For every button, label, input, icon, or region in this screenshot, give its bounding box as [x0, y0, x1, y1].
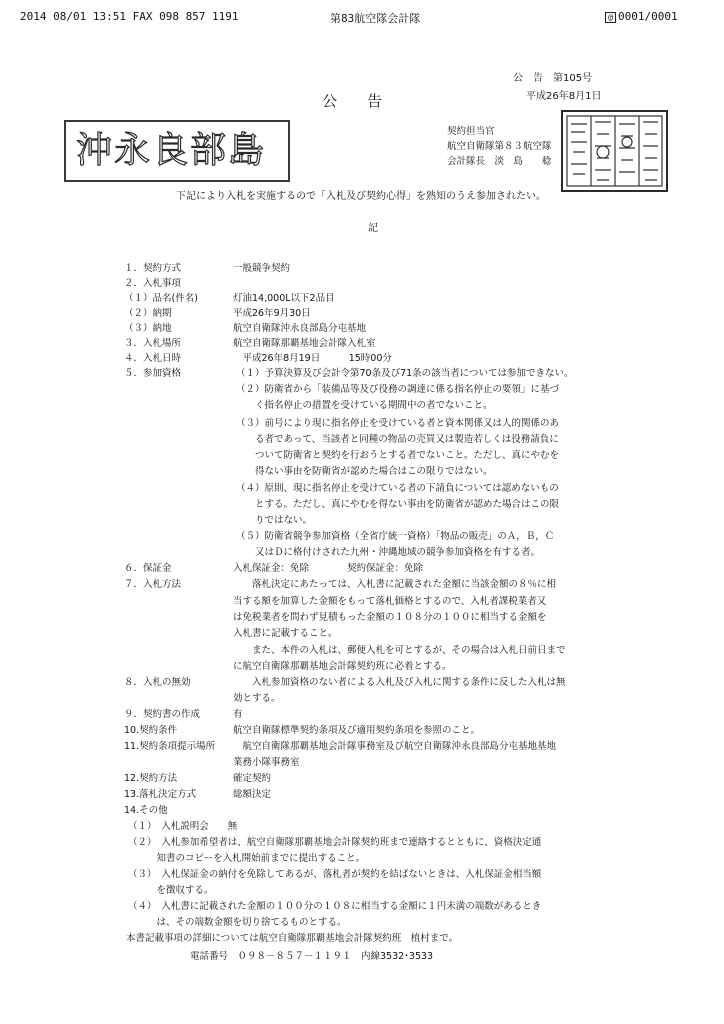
- item-7-line: 落札決定にあたっては、入札書に記載された金額に当該金額の８％に相: [233, 579, 557, 590]
- item-11-line: 業務小隊事務室: [233, 757, 300, 768]
- item-7-line: 当する額を加算した金額をもって落札価格とするので、入札者課税業者又: [233, 596, 547, 607]
- page-title: 公 告: [322, 92, 383, 110]
- item-8-line: 効とする。: [233, 693, 281, 704]
- item-12-value: 確定契約: [233, 773, 272, 784]
- item-1-label: １．契約方式: [124, 263, 182, 274]
- issuer-line3: 会計隊長 淡 島 稔: [447, 156, 552, 167]
- item-5-label: ５．参加資格: [124, 368, 182, 379]
- item-10-value: 航空自衛隊標準契約条項及び適用契約条項を参照のこと。: [233, 725, 481, 736]
- other-line: （３） 入札保証金の納付を免除してあるが、落札者が契約を結ばないときは、入札保証金相当額: [128, 869, 542, 880]
- item-4-label: ４．入札日時: [124, 353, 182, 364]
- qualification-line: る者であって、当該者と同種の物品の売買又は製造若しくは役務請負に: [236, 434, 559, 445]
- other-line: 知書のコピーを入札開始前までに提出すること。: [128, 853, 366, 864]
- qualification-line: （２）防衛省から「装備品等及び役務の調達に係る指名停止の要領」に基づ: [236, 384, 560, 395]
- other-line: （１） 入札説明会 無: [128, 821, 238, 832]
- item-3-value: 航空自衛隊那覇基地会計隊入札室: [233, 338, 376, 349]
- item-2-2-value: 平成26年9月30日: [233, 308, 311, 319]
- item-14-label: 14.その他: [124, 805, 168, 816]
- qualification-line: 又はＤに格付けされた九州・沖縄地域の競争参加資格を有する者。: [236, 547, 541, 558]
- item-2-1-label: （１）品名(件名): [124, 293, 198, 304]
- item-7-line: に航空自衛隊那覇基地会計隊契約班に必着とする。: [233, 661, 452, 672]
- fax-page-icon: @: [605, 12, 616, 23]
- item-6-label: ６．保証金: [124, 563, 172, 574]
- item-7-line: また、本件の入札は、郵便入札を可とするが、その場合は入札日前日まで: [233, 645, 566, 656]
- item-11-line: 航空自衛隊那覇基地会計隊事務室及び航空自衛隊沖永良部島分屯基地基地: [233, 741, 557, 752]
- notice-date: 平成26年8月1日: [526, 91, 602, 102]
- item-2-2-label: （２）納期: [124, 308, 172, 319]
- issuer-line1: 契約担当官: [447, 126, 495, 137]
- fax-header-center: 第83航空隊会計隊: [330, 12, 421, 25]
- qualification-line: （４）原則、現に指名停止を受けている者の下請負については認めないもの: [236, 483, 559, 494]
- qualification-line: 得ない事由を防衛省が認めた場合はこの限りではない。: [236, 466, 493, 477]
- item-9-label: ９．契約書の作成: [124, 709, 201, 720]
- item-7-line: 入札書に記載すること。: [233, 628, 338, 639]
- item-13-label: 13.落札決定方式: [124, 789, 197, 800]
- fax-header-left: 2014 08/01 13:51 FAX 098 857 1191: [20, 10, 239, 23]
- qualification-line: （５）防衛省競争参加資格（全省庁統一資格）「物品の販売」のＡ，Ｂ，Ｃ: [236, 531, 555, 542]
- footer-phone: 電話番号 ０９８－８５７－１１９１ 内線3532･3533: [190, 951, 434, 962]
- item-7-line: は免税業者を問わず見積もった金額の１０８分の１００に相当する金額を: [233, 612, 547, 623]
- other-line: は、その端数金額を切り捨てるものとする。: [128, 917, 347, 928]
- item-8-label: ８．入札の無効: [124, 677, 191, 688]
- item-2-1-value: 灯油14,000L以下2品目: [233, 293, 335, 304]
- item-3-label: ３．入札場所: [124, 338, 182, 349]
- notice-number: 公 告 第105号: [513, 73, 593, 84]
- footer-contact: 本書記載事項の詳細については航空自衛隊那覇基地会計隊契約班 植村まで。: [126, 933, 459, 944]
- other-line: を徴収する。: [128, 885, 214, 896]
- intro-text: 下記により入札を実施するので「入札及び契約心得」を熟知のうえ参加されたい。: [176, 191, 546, 202]
- item-5-value: （１）予算決算及び会計令第70条及び71条の該当者については参加できない。: [236, 368, 574, 379]
- item-4-value: 平成26年8月19日 15時00分: [233, 353, 392, 364]
- fax-page-number: @ 0001/0001: [605, 10, 678, 23]
- item-1-value: 一般競争契約: [233, 263, 291, 274]
- qualification-line: （３）前号により現に指名停止を受けている者と資本関係又は人的関係のあ: [236, 418, 560, 429]
- item-7-label: ７．入札方法: [124, 579, 182, 590]
- qualification-line: ついて防衛省と契約を行おうとする者でないこと。ただし、真にやむを: [236, 450, 560, 461]
- ki-heading: 記: [368, 223, 378, 234]
- other-line: （２） 入札参加希望者は、航空自衛隊那覇基地会計隊契約班まで連絡するとともに、資格決定通: [128, 837, 542, 848]
- item-2-label: ２．入札事項: [124, 278, 182, 289]
- item-2-3-value: 航空自衛隊沖永良部島分屯基地: [233, 323, 367, 334]
- qualification-line: りではない。: [236, 515, 313, 526]
- item-11-label: 11.契約条項提示場所: [124, 741, 216, 752]
- item-6-value: 入札保証金：免除 契約保証金：免除: [233, 563, 424, 574]
- official-seal: [561, 110, 668, 192]
- item-8-line: 入札参加資格のない者による入札及び入札に関する条件に反した入札は無: [233, 677, 566, 688]
- seal-graphic-icon: [563, 112, 666, 190]
- location-stamp-text: 沖永良部島: [76, 130, 267, 171]
- other-line: （４） 入札書に記載された金額の１００分の１０８に相当する金額に１円未満の端数があるとき: [128, 901, 542, 912]
- issuer-line2: 航空自衛隊第８３航空隊: [447, 141, 552, 152]
- item-10-label: 10.契約条件: [124, 725, 178, 736]
- item-2-3-label: （３）納地: [124, 323, 172, 334]
- item-12-label: 12.契約方法: [124, 773, 178, 784]
- qualification-line: く指名停止の措置を受けている期間中の者でないこと。: [236, 400, 493, 411]
- item-13-value: 総額決定: [233, 789, 272, 800]
- qualification-line: とする。ただし、真にやむを得ない事由を防衛省が認めた場合はこの限: [236, 499, 560, 510]
- item-9-value: 有: [233, 709, 243, 720]
- location-stamp: [64, 120, 290, 182]
